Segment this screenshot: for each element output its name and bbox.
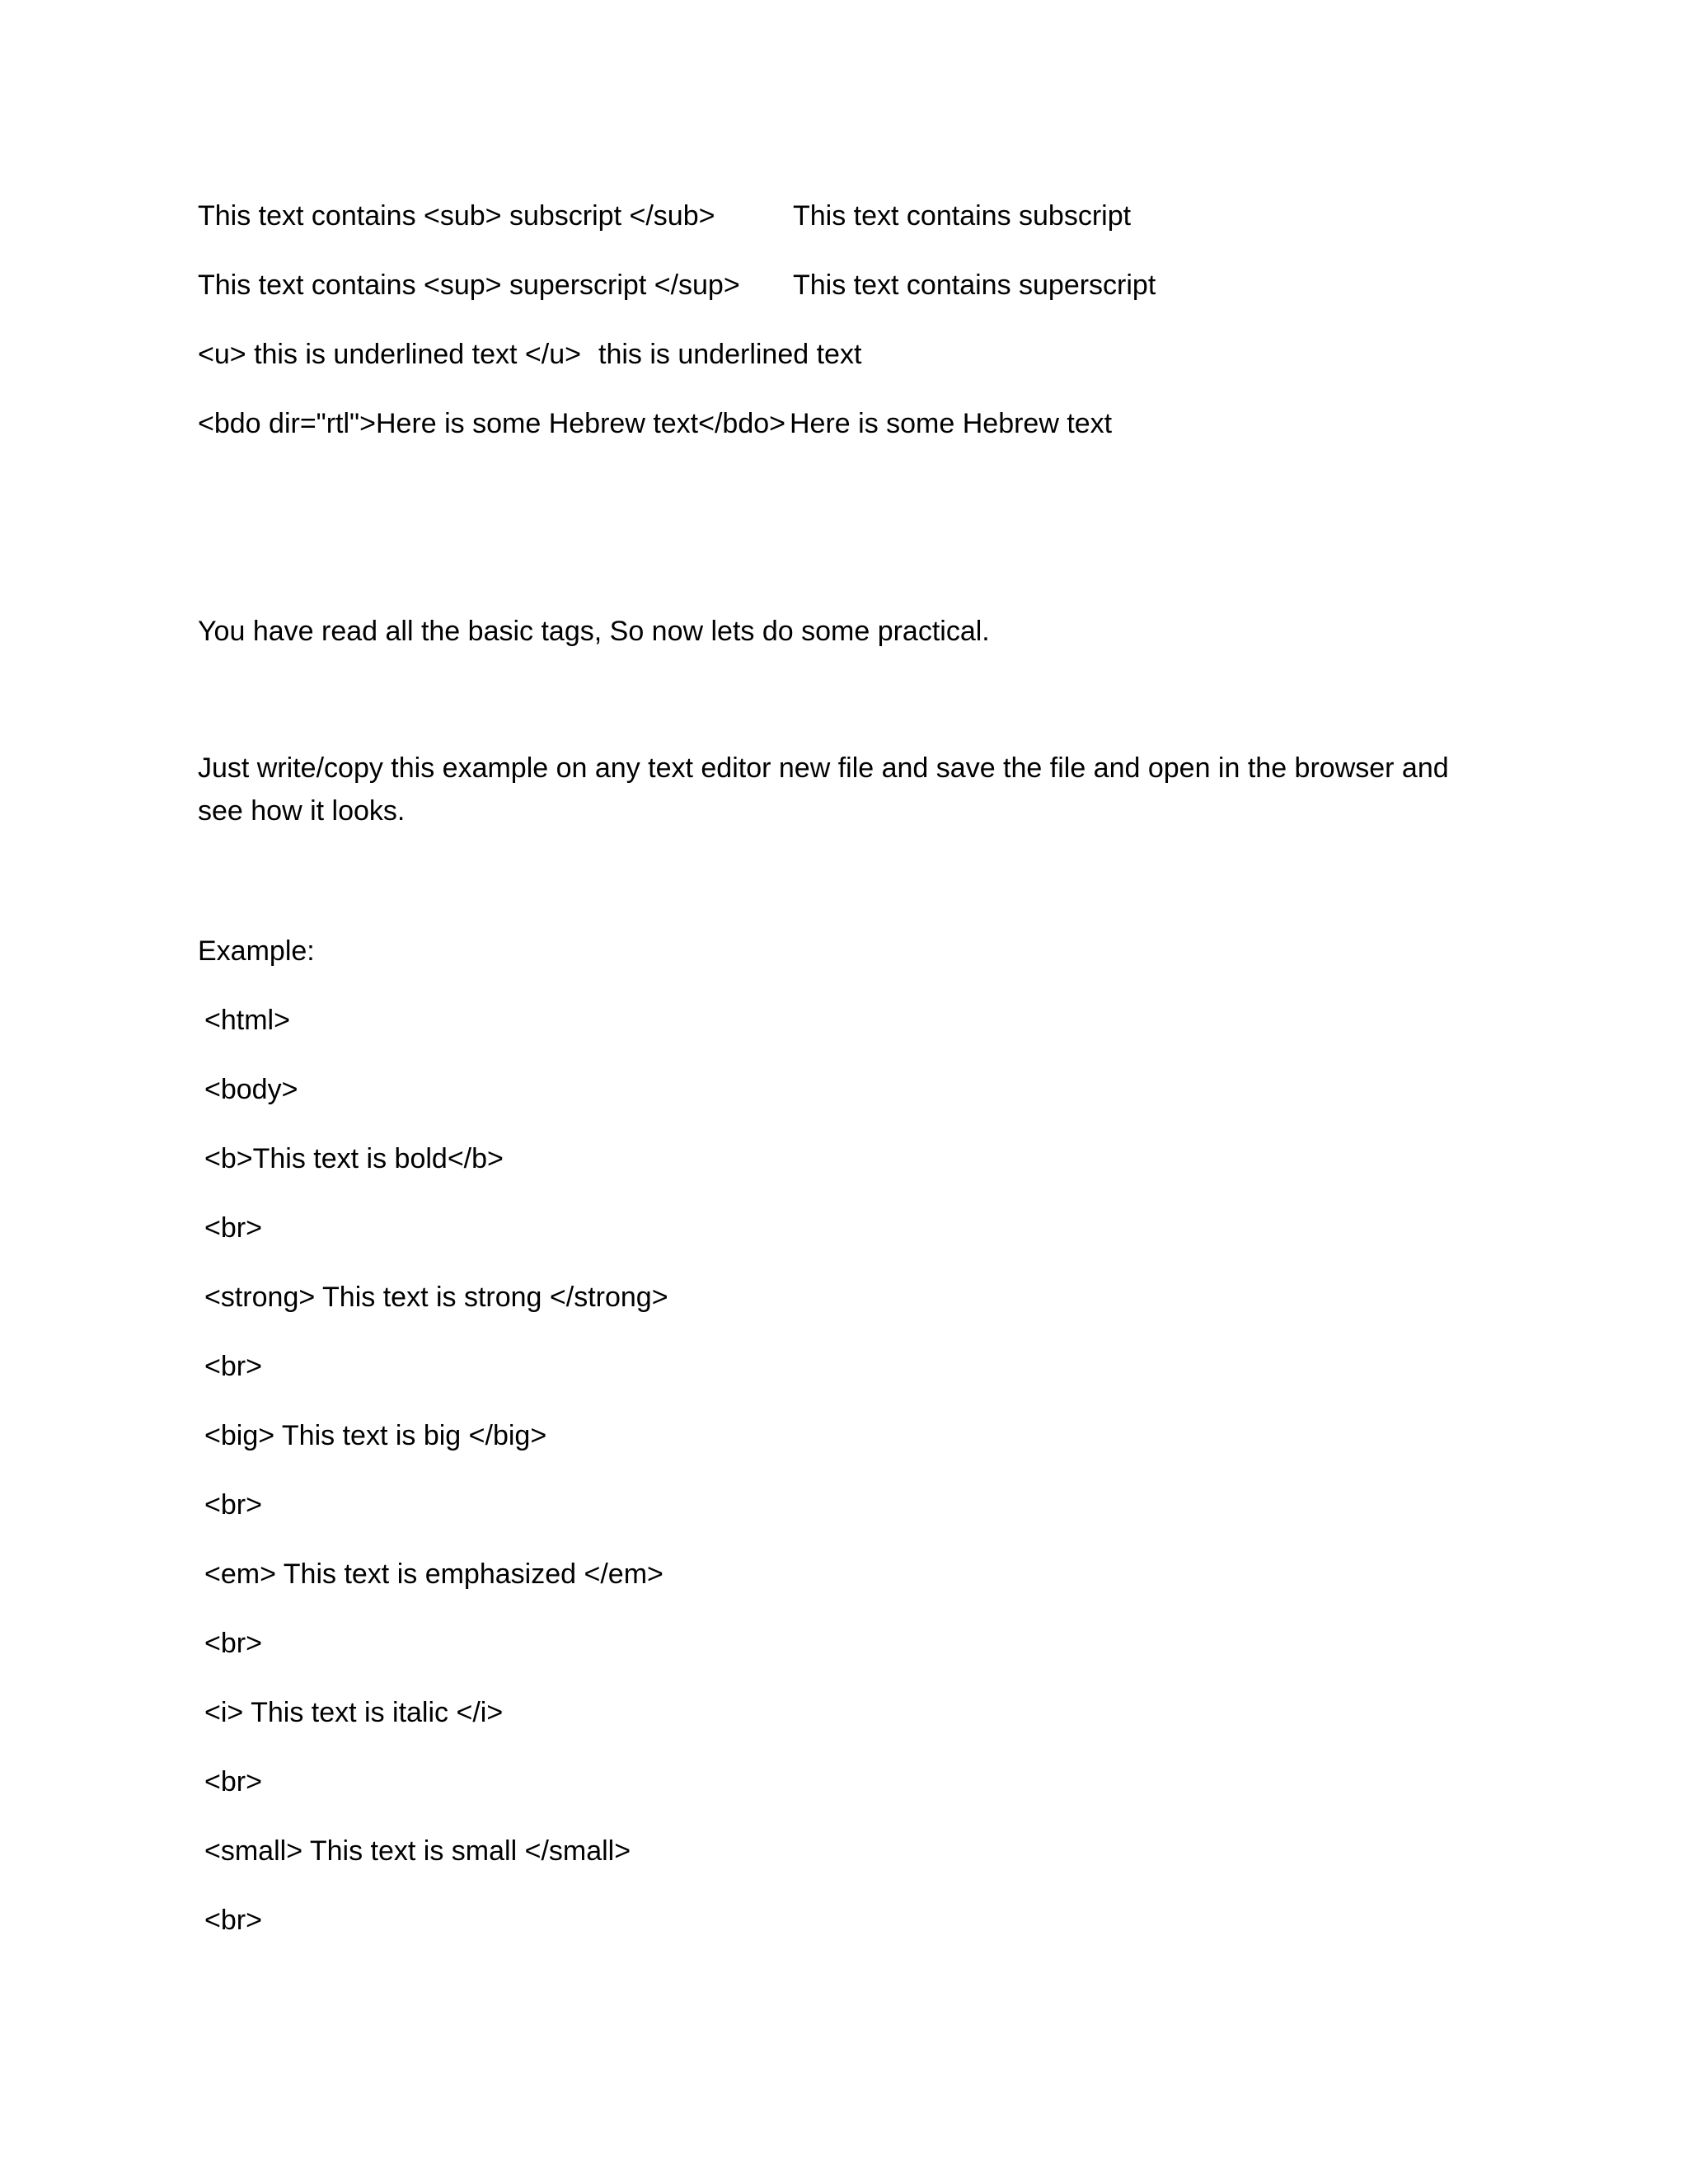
code-line: <b>This text is bold</b>	[204, 1143, 504, 1174]
sup-rendered-text: This text contains superscript	[793, 269, 1156, 301]
code-line: <html>	[204, 1005, 290, 1036]
instruction-paragraph: Just write/copy this example on any text editor new file and save the file and open in the browser and see how it looks.	[198, 752, 1449, 827]
code-line: <br>	[204, 1489, 262, 1521]
code-line: <i> This text is italic </i>	[204, 1697, 504, 1728]
code-line: <br>	[204, 1212, 262, 1244]
sub-code-text: This text contains <sub> subscript </sub>	[198, 200, 715, 232]
code-line: <body>	[204, 1074, 298, 1105]
code-line: <small> This text is small </small>	[204, 1835, 631, 1867]
u-code-text: <u> this is underlined text </u>	[198, 339, 581, 370]
code-line: <br>	[204, 1766, 262, 1797]
code-line: <big> This text is big </big>	[204, 1420, 547, 1451]
sup-code-text: This text contains <sup> superscript </sup>	[198, 269, 740, 301]
code-line: <br>	[204, 1905, 262, 1936]
code-line: <br>	[204, 1628, 262, 1659]
sub-rendered-text: This text contains subscript	[793, 200, 1132, 232]
code-line: <br>	[204, 1351, 262, 1382]
bdo-rendered-text: Here is some Hebrew text	[790, 408, 1113, 439]
code-line: <em> This text is emphasized </em>	[204, 1558, 663, 1590]
code-line: <strong> This text is strong </strong>	[204, 1282, 668, 1313]
u-rendered-text: this is underlined text	[598, 339, 862, 370]
bdo-code-text: <bdo dir="rtl">Here is some Hebrew text</bdo>	[198, 408, 786, 439]
example-label: Example:	[198, 935, 315, 967]
intro-paragraph: You have read all the basic tags, So now lets do some practical.	[198, 616, 990, 647]
